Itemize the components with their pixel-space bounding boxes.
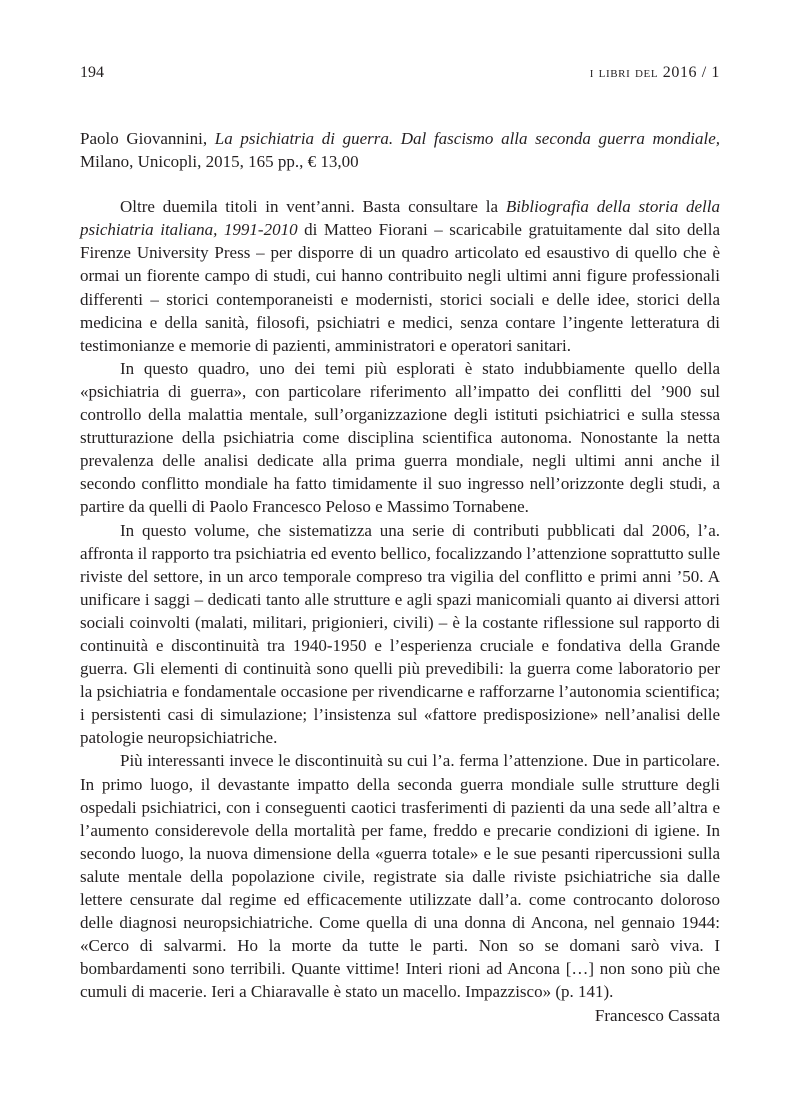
- citation-author: Paolo Giovannini,: [80, 129, 215, 148]
- running-head: i libri del 2016 / 1: [589, 64, 720, 81]
- citation-title: La psichiatria di guerra. Dal fascismo alla seconda guerra mondiale,: [214, 129, 720, 148]
- page-header: [80, 64, 720, 86]
- paragraph-4: Più interessanti invece le discontinuità su cui l’a. ferma l’attenzione. Due in particolare. In primo luogo, il devastante impatto della seconda guerra mondiale sulle strutture degli ospedali psichiatrici, con i conseguenti caotici trasferimenti di pazienti da una sede all’altra e l’aumento considerevole della mortalità per fame, freddo e precarie condizioni di igiene. In secondo luogo, la nuova dimensione della «guerra totale» e le sue pesanti ripercussioni sulla salute mentale della popolazione civile, registrate sia dalle riviste psichiatriche sia dalle lettere censurate dal regime ed efficacemente utilizzate dall’a. come controcanto doloroso delle diagnosi neuropsichiatriche. Come quella di una donna di Ancona, nel gennaio 1944: «Cerco di salvarmi. Ho la morte da tutte le parti. Non so se domani sarò viva. I bombardamenti sono terribili. Quante vittime! Interi rioni ad Ancona […] non sono più che cumuli di macerie. Ieri a Chiaravalle è stato un macello. Impazzisco» (p. 141).: [80, 751, 720, 1002]
- reviewer-signature: Francesco Cassata: [594, 1006, 720, 1026]
- page-number: 194: [80, 64, 104, 81]
- review-body: [80, 127, 720, 1028]
- citation-publication: Milano, Unicopli, 2015, 165 pp., € 13,00: [80, 152, 359, 172]
- paragraph-2: In questo quadro, uno dei temi più esplorati è stato indubbiamente quello della «psichiatria di guerra», con particolare riferimento all’impatto dei conflitti del ’900 sul controllo della malattia mentale, sull’organizzazione degli istituti psichiatrici e sulla stessa strutturazione della psichiatria come disciplina scientifica autonoma. Nonostante la netta prevalenza delle analisi dedicate alla prima guerra mondiale, negli ultimi anni anche il secondo conflitto mondiale ha fatto timidamente il suo ingresso nell’orizzonte degli studi, a partire da quelli di Paolo Francesco Peloso e Massimo Tornabene.: [80, 358, 720, 517]
- book-citation: [80, 127, 720, 173]
- bibliography-title: Bibliografia della storia della psichiatria italiana, 1991-2010: [80, 197, 721, 240]
- paragraph-1-text-b: di Matteo Fiorani – scaricabile gratuitamente dal sito della Firenze University Press – per disporre di un quadro articolato ed esaustivo di quello che è ormai un fiorente campo di studi, cui hanno contribuito negli ultimi anni figure professionali differenti – storici contemporaneisti e modernisti, storici sociali e delle idee, storici della medicina e della sanità, filosofi, psichiatri e medici, senza contare l’ingente letteratura di testimonianze e memorie di pazienti, amministratori e operatori sanitari.: [80, 220, 720, 355]
- paragraph-1-text-a: Oltre duemila titoli in vent’anni. Basta consultare la: [120, 197, 506, 217]
- paragraph-3: In questo volume, che sistematizza una serie di contributi pubblicati dal 2006, l’a. affronta il rapporto tra psichiatria ed evento bellico, focalizzando l’attenzione soprattutto sulle riviste del settore, in un arco temporale compreso tra vigilia del conflitto e primi anni ’50. A unificare i saggi – dedicati tanto alle strutture e agli spazi manicomiali quanto ai diversi attori sociali coinvolti (malati, militari, prigionieri, civili) – è la costante riflessione sul rapporto di continuità e discontinuità tra 1940-1950 e l’esperienza cruciale e fondativa della Grande guerra. Gli elementi di continuità sono quelli più prevedibili: la guerra come laboratorio per la psichiatria e fondamentale occasione per rivendicarne e rafforzarne l’autonomia scientifica; i persistenti casi di simulazione; l’insistenza sul «fattore predisposizione» nell’analisi delle patologie neuropsichiatriche.: [80, 520, 720, 748]
- paragraph-1: [80, 195, 720, 357]
